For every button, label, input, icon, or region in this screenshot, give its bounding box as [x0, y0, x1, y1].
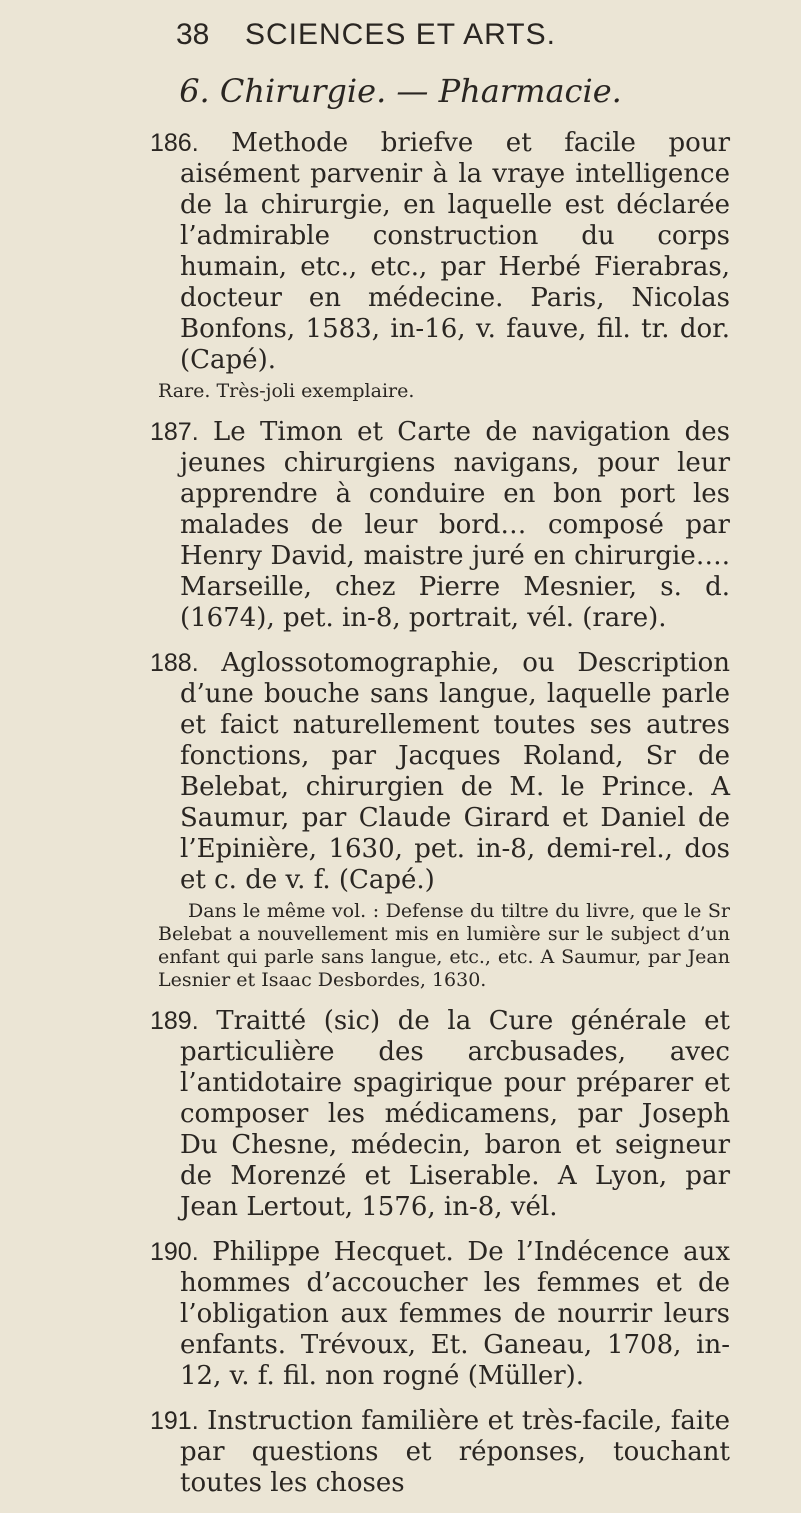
entry-text: Aglossotomographie, ou Description d’une bouche sans langue, laquelle parle et faict naturellement toutes ses autres fonctions, par Jacques Roland, Sr de Belebat, chirurgien de M. le Prince. A Saumur, par Claude Girard et Daniel de l’Epinière, 1630, pet. in-8, demi-rel., dos et c. de v. f. (Capé.)	[180, 648, 731, 895]
entry-text: Traitté (sic) de la Cure générale et particulière des arcbusades, avec l’antidotaire spagirique pour préparer et composer les médicamens, par Joseph Du Chesne, médecin, baron et seigneur de Morenzé et Liserable. A Lyon, par Jean Lertout, 1576, in-8, vél.	[180, 1006, 730, 1222]
catalog-entry	[150, 648, 730, 992]
running-title: SCIENCES ET ARTS.	[245, 18, 556, 51]
entry-note: Rare. Très-joli exemplaire.	[158, 380, 415, 402]
entry-text: Le Timon et Carte de navigation des jeunes chirurgiens navigans, pour leur apprendre à conduire en bon port les malades de leur bord… composé par Henry David, maistre juré en chirurgie…. Marseille, chez Pierre Mesnier, s. d. (1674), pet. in-8, portrait, vél. (rare).	[180, 417, 730, 633]
page-number: 38	[176, 18, 210, 51]
catalog-entries	[150, 128, 730, 1513]
catalog-entry	[150, 128, 730, 403]
entry-number: 191.	[150, 1407, 199, 1435]
entry-number: 186.	[150, 129, 199, 157]
section-heading: 6. Chirurgie. — Pharmacie.	[179, 72, 622, 110]
entry-text: Philippe Hecquet. De l’Indécence aux hommes d’accoucher les femmes et de l’obligation aux femmes de nourrir leurs enfants. Trévoux, Et. Ganeau, 1708, in-12, v. f. fil. non rogné (Müller).	[180, 1237, 731, 1391]
entry-text: Instruction familière et très-facile, faite par questions et réponses, touchant toutes les choses	[180, 1406, 730, 1498]
catalog-entry	[150, 1406, 730, 1499]
catalog-entry	[150, 417, 730, 634]
entry-number: 190.	[150, 1238, 199, 1266]
entry-note: Dans le même vol. : Defense du tiltre du livre, que le Sr Belebat a nouvellement mis en lumière sur le subject d’un enfant qui parle sans langue, etc., etc. A Saumur, par Jean Lesnier et Isaac Desbordes, 1630.	[158, 900, 730, 991]
entry-number: 188.	[150, 649, 199, 677]
entry-number: 187.	[150, 418, 199, 446]
catalog-entry	[150, 1237, 730, 1392]
entry-text: Methode briefve et facile pour aisément parvenir à la vraye intelligence de la chirurgie, en laquelle est déclarée l’admirable construction du corps humain, etc., etc., par Herbé Fierabras, docteur en médecine. Paris, Nicolas Bonfons, 1583, in-16, v. fauve, fil. tr. dor. (Capé).	[180, 128, 730, 375]
entry-number: 189.	[150, 1007, 199, 1035]
page-header	[0, 18, 801, 58]
catalog-entry	[150, 1006, 730, 1223]
